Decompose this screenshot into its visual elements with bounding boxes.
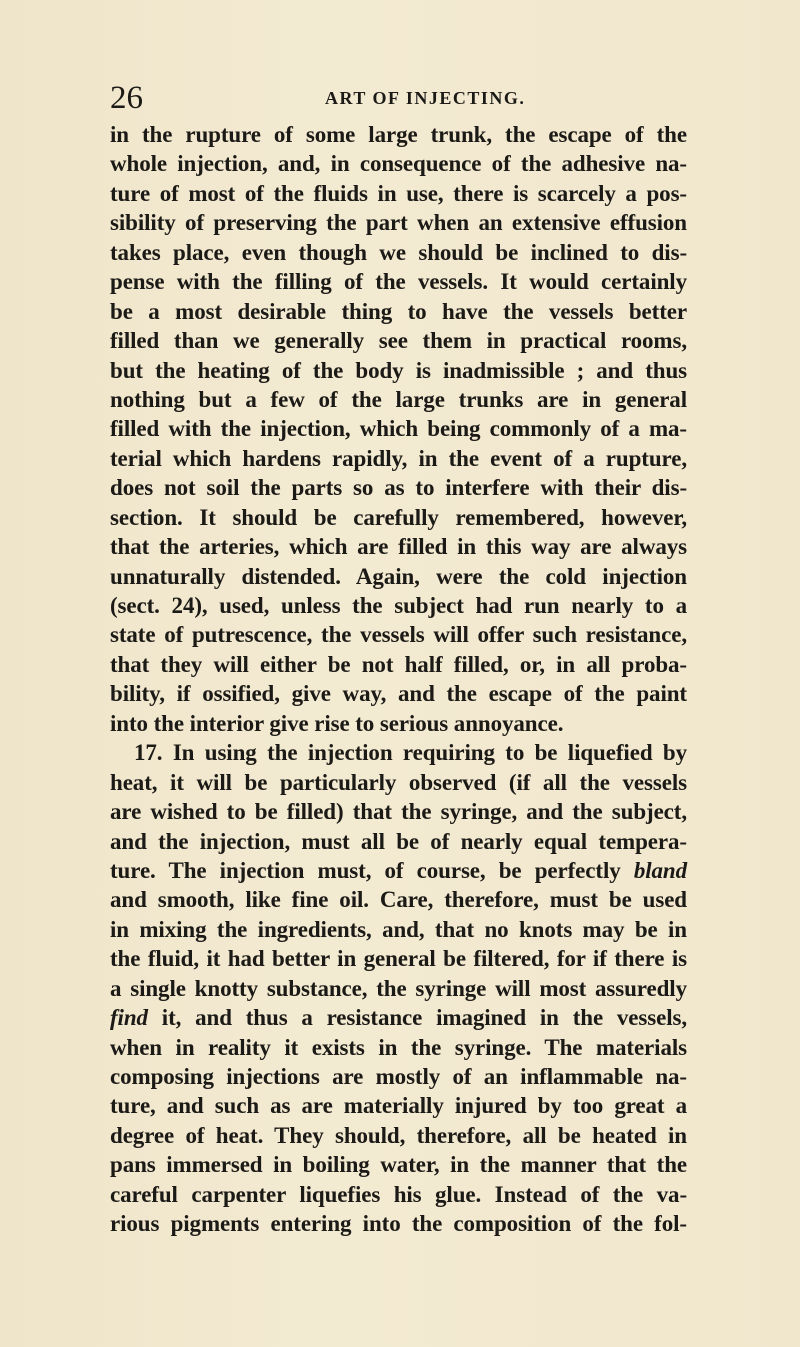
text-line: degree of heat. They should, therefore, all be heated in [110, 1122, 687, 1148]
text-line: terial which hardens rapidly, in the event of a rupture, [110, 445, 687, 471]
text-line: into the interior give rise to serious annoyance. [110, 710, 564, 736]
text-line: section. It should be carefully remembered, however, [110, 504, 687, 530]
text-line: composing injections are mostly of an inflammable na- [110, 1064, 687, 1089]
page-header [110, 78, 690, 118]
text-line: the fluid, it had better in general be filtered, for if there is [110, 946, 687, 972]
page-number: 26 [110, 80, 143, 116]
text-line: ture, and such as are materially injured by too great a [110, 1093, 687, 1119]
text-line: filled with the injection, which being commonly of a ma- [110, 416, 687, 442]
body-text [110, 120, 687, 1239]
text-line: that they will either be not half filled, or, in all proba- [110, 651, 687, 677]
text-line: state of putrescence, the vessels will offer such resistance, [110, 622, 687, 648]
text-line: in the rupture of some large trunk, the escape of the [110, 122, 687, 147]
text-segment: ture. The injection must, of course, be perfectly [110, 857, 621, 883]
text-line: heat, it will be particularly observed (if all the vessels [110, 769, 687, 795]
text-line: be a most desirable thing to have the vessels better [110, 298, 687, 324]
text-line: when in reality it exists in the syringe. The materials [110, 1034, 687, 1060]
text-line: that the arteries, which are filled in this way are always [110, 534, 687, 560]
text-line: and smooth, like fine oil. Care, therefore, must be used [110, 887, 687, 913]
text-line: (sect. 24), used, unless the subject had run nearly to a [110, 593, 687, 618]
text-line: nothing but a few of the large trunks are in general [110, 386, 687, 412]
italic-word: find [110, 1005, 148, 1031]
text-line: ture of most of the fluids in use, there is scarcely a pos- [110, 180, 687, 206]
text-line: but the heating of the body is inadmissible ; and thus [110, 357, 687, 383]
text-line: rious pigments entering into the composition of the fol- [110, 1211, 687, 1237]
text-line: pans immersed in boiling water, in the manner that the [110, 1152, 687, 1178]
text-line: and the injection, must all be of nearly equal tempera- [110, 828, 687, 854]
text-segment: it, and thus a resistance imagined in the vessels, [161, 1005, 688, 1031]
text-line-with-italic [110, 1003, 687, 1032]
text-line: filled than we generally see them in practical rooms, [110, 328, 687, 354]
text-line: pense with the filling of the vessels. It would certainly [110, 269, 687, 295]
running-head: ART OF INJECTING. [325, 88, 526, 108]
text-line: does not soil the parts so as to interfere with their dis- [110, 475, 687, 501]
text-line: bility, if ossified, give way, and the escape of the paint [110, 681, 687, 707]
text-line: unnaturally distended. Again, were the cold injection [110, 563, 687, 589]
text-line: whole injection, and, in consequence of the adhesive na- [110, 151, 687, 177]
text-line: a single knotty substance, the syringe will most assuredly [110, 975, 687, 1001]
text-line: 17. In using the injection requiring to be liquefied by [134, 740, 687, 766]
text-line-with-italic [110, 856, 687, 885]
text-line: are wished to be filled) that the syringe, and the subject, [110, 799, 687, 825]
text-line: takes place, even though we should be inclined to dis- [110, 239, 687, 265]
italic-word: bland [633, 857, 687, 883]
text-line: in mixing the ingredients, and, that no knots may be in [110, 916, 687, 942]
text-line: sibility of preserving the part when an extensive effusion [110, 210, 687, 236]
text-line: careful carpenter liquefies his glue. Instead of the va- [110, 1181, 687, 1207]
